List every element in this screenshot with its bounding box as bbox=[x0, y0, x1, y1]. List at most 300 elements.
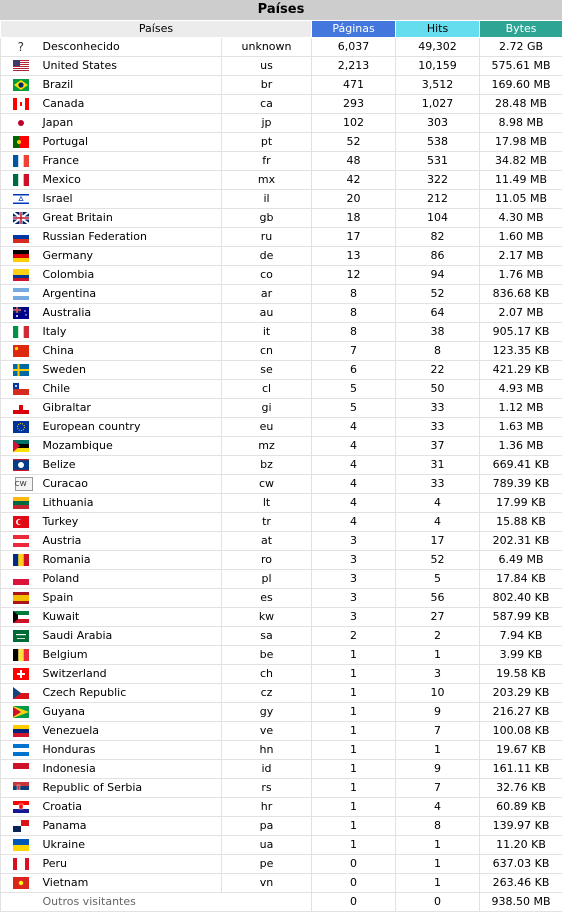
flag-mx-icon bbox=[13, 174, 29, 186]
flag-cell bbox=[1, 133, 41, 152]
others-pages: 0 bbox=[312, 893, 396, 912]
country-code: ar bbox=[222, 285, 312, 304]
bytes-value: 139.97 KB bbox=[480, 817, 562, 836]
country-name: Romania bbox=[41, 551, 222, 570]
flag-pe-icon bbox=[13, 858, 29, 870]
pages-value: 3 bbox=[312, 589, 396, 608]
pages-value: 8 bbox=[312, 323, 396, 342]
pages-value: 2,213 bbox=[312, 57, 396, 76]
hits-value: 17 bbox=[396, 532, 480, 551]
country-name: Vietnam bbox=[41, 874, 222, 893]
pages-value: 293 bbox=[312, 95, 396, 114]
hits-value: 322 bbox=[396, 171, 480, 190]
country-code: kw bbox=[222, 608, 312, 627]
table-row bbox=[1, 456, 562, 475]
header-bytes: Bytes bbox=[480, 21, 562, 38]
table-row bbox=[1, 475, 562, 494]
table-row bbox=[1, 76, 562, 95]
country-code: hr bbox=[222, 798, 312, 817]
bytes-value: 1.60 MB bbox=[480, 228, 562, 247]
bytes-value: 169.60 MB bbox=[480, 76, 562, 95]
country-name: Gibraltar bbox=[41, 399, 222, 418]
flag-us-icon bbox=[13, 60, 29, 72]
header-countries: Países bbox=[1, 21, 312, 38]
hits-value: 4 bbox=[396, 798, 480, 817]
country-code: pe bbox=[222, 855, 312, 874]
table-row bbox=[1, 589, 562, 608]
hits-value: 33 bbox=[396, 418, 480, 437]
pages-value: 8 bbox=[312, 285, 396, 304]
country-name: Spain bbox=[41, 589, 222, 608]
country-code: id bbox=[222, 760, 312, 779]
country-code: eu bbox=[222, 418, 312, 437]
hits-value: 10 bbox=[396, 684, 480, 703]
pages-value: 0 bbox=[312, 855, 396, 874]
flag-cell bbox=[1, 741, 41, 760]
country-name: Sweden bbox=[41, 361, 222, 380]
others-label: Outros visitantes bbox=[41, 893, 312, 912]
country-code: lt bbox=[222, 494, 312, 513]
bytes-value: 203.29 KB bbox=[480, 684, 562, 703]
pages-value: 1 bbox=[312, 722, 396, 741]
country-name: Croatia bbox=[41, 798, 222, 817]
country-code: ve bbox=[222, 722, 312, 741]
flag-gy-icon bbox=[13, 706, 29, 718]
bytes-value: 19.58 KB bbox=[480, 665, 562, 684]
pages-value: 2 bbox=[312, 627, 396, 646]
flag-cell bbox=[1, 380, 41, 399]
flag-co-icon bbox=[13, 269, 29, 281]
bytes-value: 100.08 KB bbox=[480, 722, 562, 741]
pages-value: 1 bbox=[312, 779, 396, 798]
country-code: tr bbox=[222, 513, 312, 532]
table-row bbox=[1, 608, 562, 627]
flag-hr-icon bbox=[13, 801, 29, 813]
bytes-value: 587.99 KB bbox=[480, 608, 562, 627]
table-row bbox=[1, 836, 562, 855]
flag-cell bbox=[1, 209, 41, 228]
bytes-value: 3.99 KB bbox=[480, 646, 562, 665]
flag-cell bbox=[1, 247, 41, 266]
table-row bbox=[1, 380, 562, 399]
hits-value: 31 bbox=[396, 456, 480, 475]
flag-pa-icon bbox=[13, 820, 29, 832]
table-row bbox=[1, 437, 562, 456]
flag-cell bbox=[1, 722, 41, 741]
bytes-value: 60.89 KB bbox=[480, 798, 562, 817]
others-row bbox=[1, 893, 562, 912]
hits-value: 3,512 bbox=[396, 76, 480, 95]
country-code: hn bbox=[222, 741, 312, 760]
pages-value: 3 bbox=[312, 551, 396, 570]
flag-cell bbox=[1, 418, 41, 437]
flag-cell bbox=[1, 171, 41, 190]
flag-vn-icon bbox=[13, 877, 29, 889]
country-code: fr bbox=[222, 152, 312, 171]
bytes-value: 17.99 KB bbox=[480, 494, 562, 513]
bytes-value: 15.88 KB bbox=[480, 513, 562, 532]
flag-lt-icon bbox=[13, 497, 29, 509]
countries-table bbox=[0, 20, 562, 912]
flag-cell bbox=[1, 266, 41, 285]
bytes-value: 4.93 MB bbox=[480, 380, 562, 399]
flag-it-icon bbox=[13, 326, 29, 338]
flag-cell bbox=[1, 494, 41, 513]
bytes-value: 8.98 MB bbox=[480, 114, 562, 133]
table-row bbox=[1, 323, 562, 342]
table-row bbox=[1, 798, 562, 817]
flag-cell bbox=[1, 836, 41, 855]
hits-value: 1 bbox=[396, 874, 480, 893]
country-name: Turkey bbox=[41, 513, 222, 532]
table-row bbox=[1, 874, 562, 893]
bytes-value: 34.82 MB bbox=[480, 152, 562, 171]
country-code: it bbox=[222, 323, 312, 342]
pages-value: 4 bbox=[312, 437, 396, 456]
flag-rs-icon bbox=[13, 782, 29, 794]
hits-value: 8 bbox=[396, 817, 480, 836]
pages-value: 1 bbox=[312, 760, 396, 779]
flag-cell: ? bbox=[1, 38, 41, 57]
table-row bbox=[1, 361, 562, 380]
hits-value: 27 bbox=[396, 608, 480, 627]
pages-value: 17 bbox=[312, 228, 396, 247]
flag-cell bbox=[1, 608, 41, 627]
pages-value: 4 bbox=[312, 475, 396, 494]
hits-value: 37 bbox=[396, 437, 480, 456]
bytes-value: 2.07 MB bbox=[480, 304, 562, 323]
country-code: au bbox=[222, 304, 312, 323]
flag-eu-icon bbox=[13, 421, 29, 433]
flag-cell bbox=[1, 456, 41, 475]
pages-value: 52 bbox=[312, 133, 396, 152]
bytes-value: 263.46 KB bbox=[480, 874, 562, 893]
table-row bbox=[1, 722, 562, 741]
pages-value: 1 bbox=[312, 646, 396, 665]
bytes-value: 17.84 KB bbox=[480, 570, 562, 589]
table-row bbox=[1, 418, 562, 437]
country-name: Russian Federation bbox=[41, 228, 222, 247]
hits-value: 52 bbox=[396, 285, 480, 304]
country-name: Lithuania bbox=[41, 494, 222, 513]
country-name: Venezuela bbox=[41, 722, 222, 741]
flag-cell bbox=[1, 361, 41, 380]
country-code: ca bbox=[222, 95, 312, 114]
country-code: pt bbox=[222, 133, 312, 152]
country-code: se bbox=[222, 361, 312, 380]
pages-value: 1 bbox=[312, 798, 396, 817]
hits-value: 52 bbox=[396, 551, 480, 570]
country-name: Mexico bbox=[41, 171, 222, 190]
country-code: vn bbox=[222, 874, 312, 893]
flag-cell bbox=[1, 893, 41, 912]
country-code: mx bbox=[222, 171, 312, 190]
flag-cell bbox=[1, 57, 41, 76]
pages-value: 1 bbox=[312, 741, 396, 760]
country-code: gi bbox=[222, 399, 312, 418]
flag-cell bbox=[1, 798, 41, 817]
table-row bbox=[1, 779, 562, 798]
bytes-value: 11.49 MB bbox=[480, 171, 562, 190]
country-name: European country bbox=[41, 418, 222, 437]
country-code: jp bbox=[222, 114, 312, 133]
flag-be-icon bbox=[13, 649, 29, 661]
country-name: Australia bbox=[41, 304, 222, 323]
table-row bbox=[1, 342, 562, 361]
countries-table-body bbox=[1, 38, 562, 912]
country-name: United States bbox=[41, 57, 222, 76]
flag-cell bbox=[1, 76, 41, 95]
country-code: be bbox=[222, 646, 312, 665]
table-row bbox=[1, 513, 562, 532]
flag-cell bbox=[1, 627, 41, 646]
country-name: Great Britain bbox=[41, 209, 222, 228]
flag-cell bbox=[1, 437, 41, 456]
country-code: pa bbox=[222, 817, 312, 836]
table-row bbox=[1, 133, 562, 152]
country-name: Germany bbox=[41, 247, 222, 266]
table-row bbox=[1, 285, 562, 304]
bytes-value: 11.20 KB bbox=[480, 836, 562, 855]
flag-cell bbox=[1, 665, 41, 684]
pages-value: 0 bbox=[312, 874, 396, 893]
hits-value: 49,302 bbox=[396, 38, 480, 57]
flag-pt-icon bbox=[13, 136, 29, 148]
hits-value: 5 bbox=[396, 570, 480, 589]
table-row bbox=[1, 646, 562, 665]
flag-pl-icon bbox=[13, 573, 29, 585]
pages-value: 13 bbox=[312, 247, 396, 266]
pages-value: 18 bbox=[312, 209, 396, 228]
table-row bbox=[1, 665, 562, 684]
bytes-value: 789.39 KB bbox=[480, 475, 562, 494]
flag-cell bbox=[1, 513, 41, 532]
table-row bbox=[1, 95, 562, 114]
country-code: sa bbox=[222, 627, 312, 646]
pages-value: 5 bbox=[312, 399, 396, 418]
hits-value: 56 bbox=[396, 589, 480, 608]
hits-value: 4 bbox=[396, 494, 480, 513]
pages-value: 4 bbox=[312, 494, 396, 513]
flag-cell bbox=[1, 342, 41, 361]
bytes-value: 32.76 KB bbox=[480, 779, 562, 798]
bytes-value: 28.48 MB bbox=[480, 95, 562, 114]
hits-value: 2 bbox=[396, 627, 480, 646]
flag-ua-icon bbox=[13, 839, 29, 851]
country-code: unknown bbox=[222, 38, 312, 57]
hits-value: 64 bbox=[396, 304, 480, 323]
pages-value: 20 bbox=[312, 190, 396, 209]
country-code: cw bbox=[222, 475, 312, 494]
bytes-value: 4.30 MB bbox=[480, 209, 562, 228]
flag-cl-icon bbox=[13, 383, 29, 395]
country-name: Brazil bbox=[41, 76, 222, 95]
country-code: gy bbox=[222, 703, 312, 722]
table-row bbox=[1, 57, 562, 76]
hits-value: 1 bbox=[396, 855, 480, 874]
country-name: Indonesia bbox=[41, 760, 222, 779]
hits-value: 82 bbox=[396, 228, 480, 247]
country-code: at bbox=[222, 532, 312, 551]
table-row bbox=[1, 209, 562, 228]
table-row bbox=[1, 266, 562, 285]
table-row bbox=[1, 190, 562, 209]
hits-value: 1,027 bbox=[396, 95, 480, 114]
country-name: Curacao bbox=[41, 475, 222, 494]
flag-tr-icon bbox=[13, 516, 29, 528]
flag-cell bbox=[1, 855, 41, 874]
flag-cell bbox=[1, 323, 41, 342]
table-header-row bbox=[1, 21, 562, 38]
country-code: cz bbox=[222, 684, 312, 703]
country-code: cl bbox=[222, 380, 312, 399]
table-row bbox=[1, 855, 562, 874]
bytes-value: 161.11 KB bbox=[480, 760, 562, 779]
table-row bbox=[1, 703, 562, 722]
country-name: Guyana bbox=[41, 703, 222, 722]
panel-title: Países bbox=[0, 0, 562, 20]
country-name: Mozambique bbox=[41, 437, 222, 456]
country-code: rs bbox=[222, 779, 312, 798]
hits-value: 86 bbox=[396, 247, 480, 266]
country-name: Argentina bbox=[41, 285, 222, 304]
bytes-value: 637.03 KB bbox=[480, 855, 562, 874]
table-row bbox=[1, 627, 562, 646]
bytes-value: 802.40 KB bbox=[480, 589, 562, 608]
bytes-value: 421.29 KB bbox=[480, 361, 562, 380]
country-name: Austria bbox=[41, 532, 222, 551]
flag-jp-icon bbox=[13, 117, 29, 129]
flag-cz-icon bbox=[13, 687, 29, 699]
flag-cell: cw bbox=[1, 475, 41, 494]
bytes-value: 123.35 KB bbox=[480, 342, 562, 361]
country-code: pl bbox=[222, 570, 312, 589]
country-name: Japan bbox=[41, 114, 222, 133]
others-hits: 0 bbox=[396, 893, 480, 912]
pages-value: 471 bbox=[312, 76, 396, 95]
hits-value: 3 bbox=[396, 665, 480, 684]
bytes-value: 216.27 KB bbox=[480, 703, 562, 722]
flag-il-icon bbox=[13, 193, 29, 205]
table-row bbox=[1, 532, 562, 551]
bytes-value: 7.94 KB bbox=[480, 627, 562, 646]
flag-gi-icon bbox=[13, 402, 29, 414]
hits-value: 303 bbox=[396, 114, 480, 133]
country-name: France bbox=[41, 152, 222, 171]
country-name: Colombia bbox=[41, 266, 222, 285]
flag-cell bbox=[1, 779, 41, 798]
country-name: Kuwait bbox=[41, 608, 222, 627]
hits-value: 9 bbox=[396, 703, 480, 722]
country-name: Belgium bbox=[41, 646, 222, 665]
pages-value: 6 bbox=[312, 361, 396, 380]
flag-cn-icon bbox=[13, 345, 29, 357]
table-row bbox=[1, 152, 562, 171]
table-row bbox=[1, 171, 562, 190]
flag-se-icon bbox=[13, 364, 29, 376]
country-name: Saudi Arabia bbox=[41, 627, 222, 646]
bytes-value: 1.76 MB bbox=[480, 266, 562, 285]
pages-value: 3 bbox=[312, 608, 396, 627]
hits-value: 33 bbox=[396, 475, 480, 494]
flag-gb-icon bbox=[13, 212, 29, 224]
hits-value: 1 bbox=[396, 646, 480, 665]
hits-value: 538 bbox=[396, 133, 480, 152]
hits-value: 531 bbox=[396, 152, 480, 171]
pages-value: 3 bbox=[312, 570, 396, 589]
bytes-value: 1.36 MB bbox=[480, 437, 562, 456]
flag-de-icon bbox=[13, 250, 29, 262]
pages-value: 1 bbox=[312, 817, 396, 836]
country-code: ru bbox=[222, 228, 312, 247]
country-name: Panama bbox=[41, 817, 222, 836]
hits-value: 7 bbox=[396, 722, 480, 741]
table-row bbox=[1, 38, 562, 57]
flag-cell bbox=[1, 817, 41, 836]
country-code: ro bbox=[222, 551, 312, 570]
bytes-value: 2.17 MB bbox=[480, 247, 562, 266]
pages-value: 1 bbox=[312, 665, 396, 684]
flag-ch-icon bbox=[13, 668, 29, 680]
country-code: gb bbox=[222, 209, 312, 228]
flag-cell bbox=[1, 304, 41, 323]
flag-cell bbox=[1, 760, 41, 779]
flag-cell bbox=[1, 190, 41, 209]
bytes-value: 2.72 GB bbox=[480, 38, 562, 57]
hits-value: 8 bbox=[396, 342, 480, 361]
pages-value: 4 bbox=[312, 418, 396, 437]
country-name: Republic of Serbia bbox=[41, 779, 222, 798]
table-row bbox=[1, 304, 562, 323]
bytes-value: 669.41 KB bbox=[480, 456, 562, 475]
hits-value: 104 bbox=[396, 209, 480, 228]
table-row bbox=[1, 551, 562, 570]
flag-cell bbox=[1, 703, 41, 722]
flag-cell bbox=[1, 152, 41, 171]
table-row bbox=[1, 741, 562, 760]
country-name: Peru bbox=[41, 855, 222, 874]
flag-cell bbox=[1, 589, 41, 608]
bytes-value: 836.68 KB bbox=[480, 285, 562, 304]
flag-id-icon bbox=[13, 763, 29, 775]
table-row bbox=[1, 684, 562, 703]
flag-kw-icon bbox=[13, 611, 29, 623]
pages-value: 48 bbox=[312, 152, 396, 171]
pages-value: 1 bbox=[312, 703, 396, 722]
hits-value: 9 bbox=[396, 760, 480, 779]
table-row bbox=[1, 817, 562, 836]
flag-cell bbox=[1, 551, 41, 570]
country-code: de bbox=[222, 247, 312, 266]
flag-cell bbox=[1, 95, 41, 114]
header-pages: Páginas bbox=[312, 21, 396, 38]
bytes-value: 17.98 MB bbox=[480, 133, 562, 152]
header-hits: Hits bbox=[396, 21, 480, 38]
bytes-value: 905.17 KB bbox=[480, 323, 562, 342]
flag-cell bbox=[1, 285, 41, 304]
flag-cell bbox=[1, 228, 41, 247]
country-name: Portugal bbox=[41, 133, 222, 152]
country-name: Canada bbox=[41, 95, 222, 114]
flag-cell bbox=[1, 114, 41, 133]
country-code: co bbox=[222, 266, 312, 285]
flag-cell bbox=[1, 532, 41, 551]
country-name: Israel bbox=[41, 190, 222, 209]
hits-value: 94 bbox=[396, 266, 480, 285]
bytes-value: 1.63 MB bbox=[480, 418, 562, 437]
country-name: Switzerland bbox=[41, 665, 222, 684]
flag-fr-icon bbox=[13, 155, 29, 167]
